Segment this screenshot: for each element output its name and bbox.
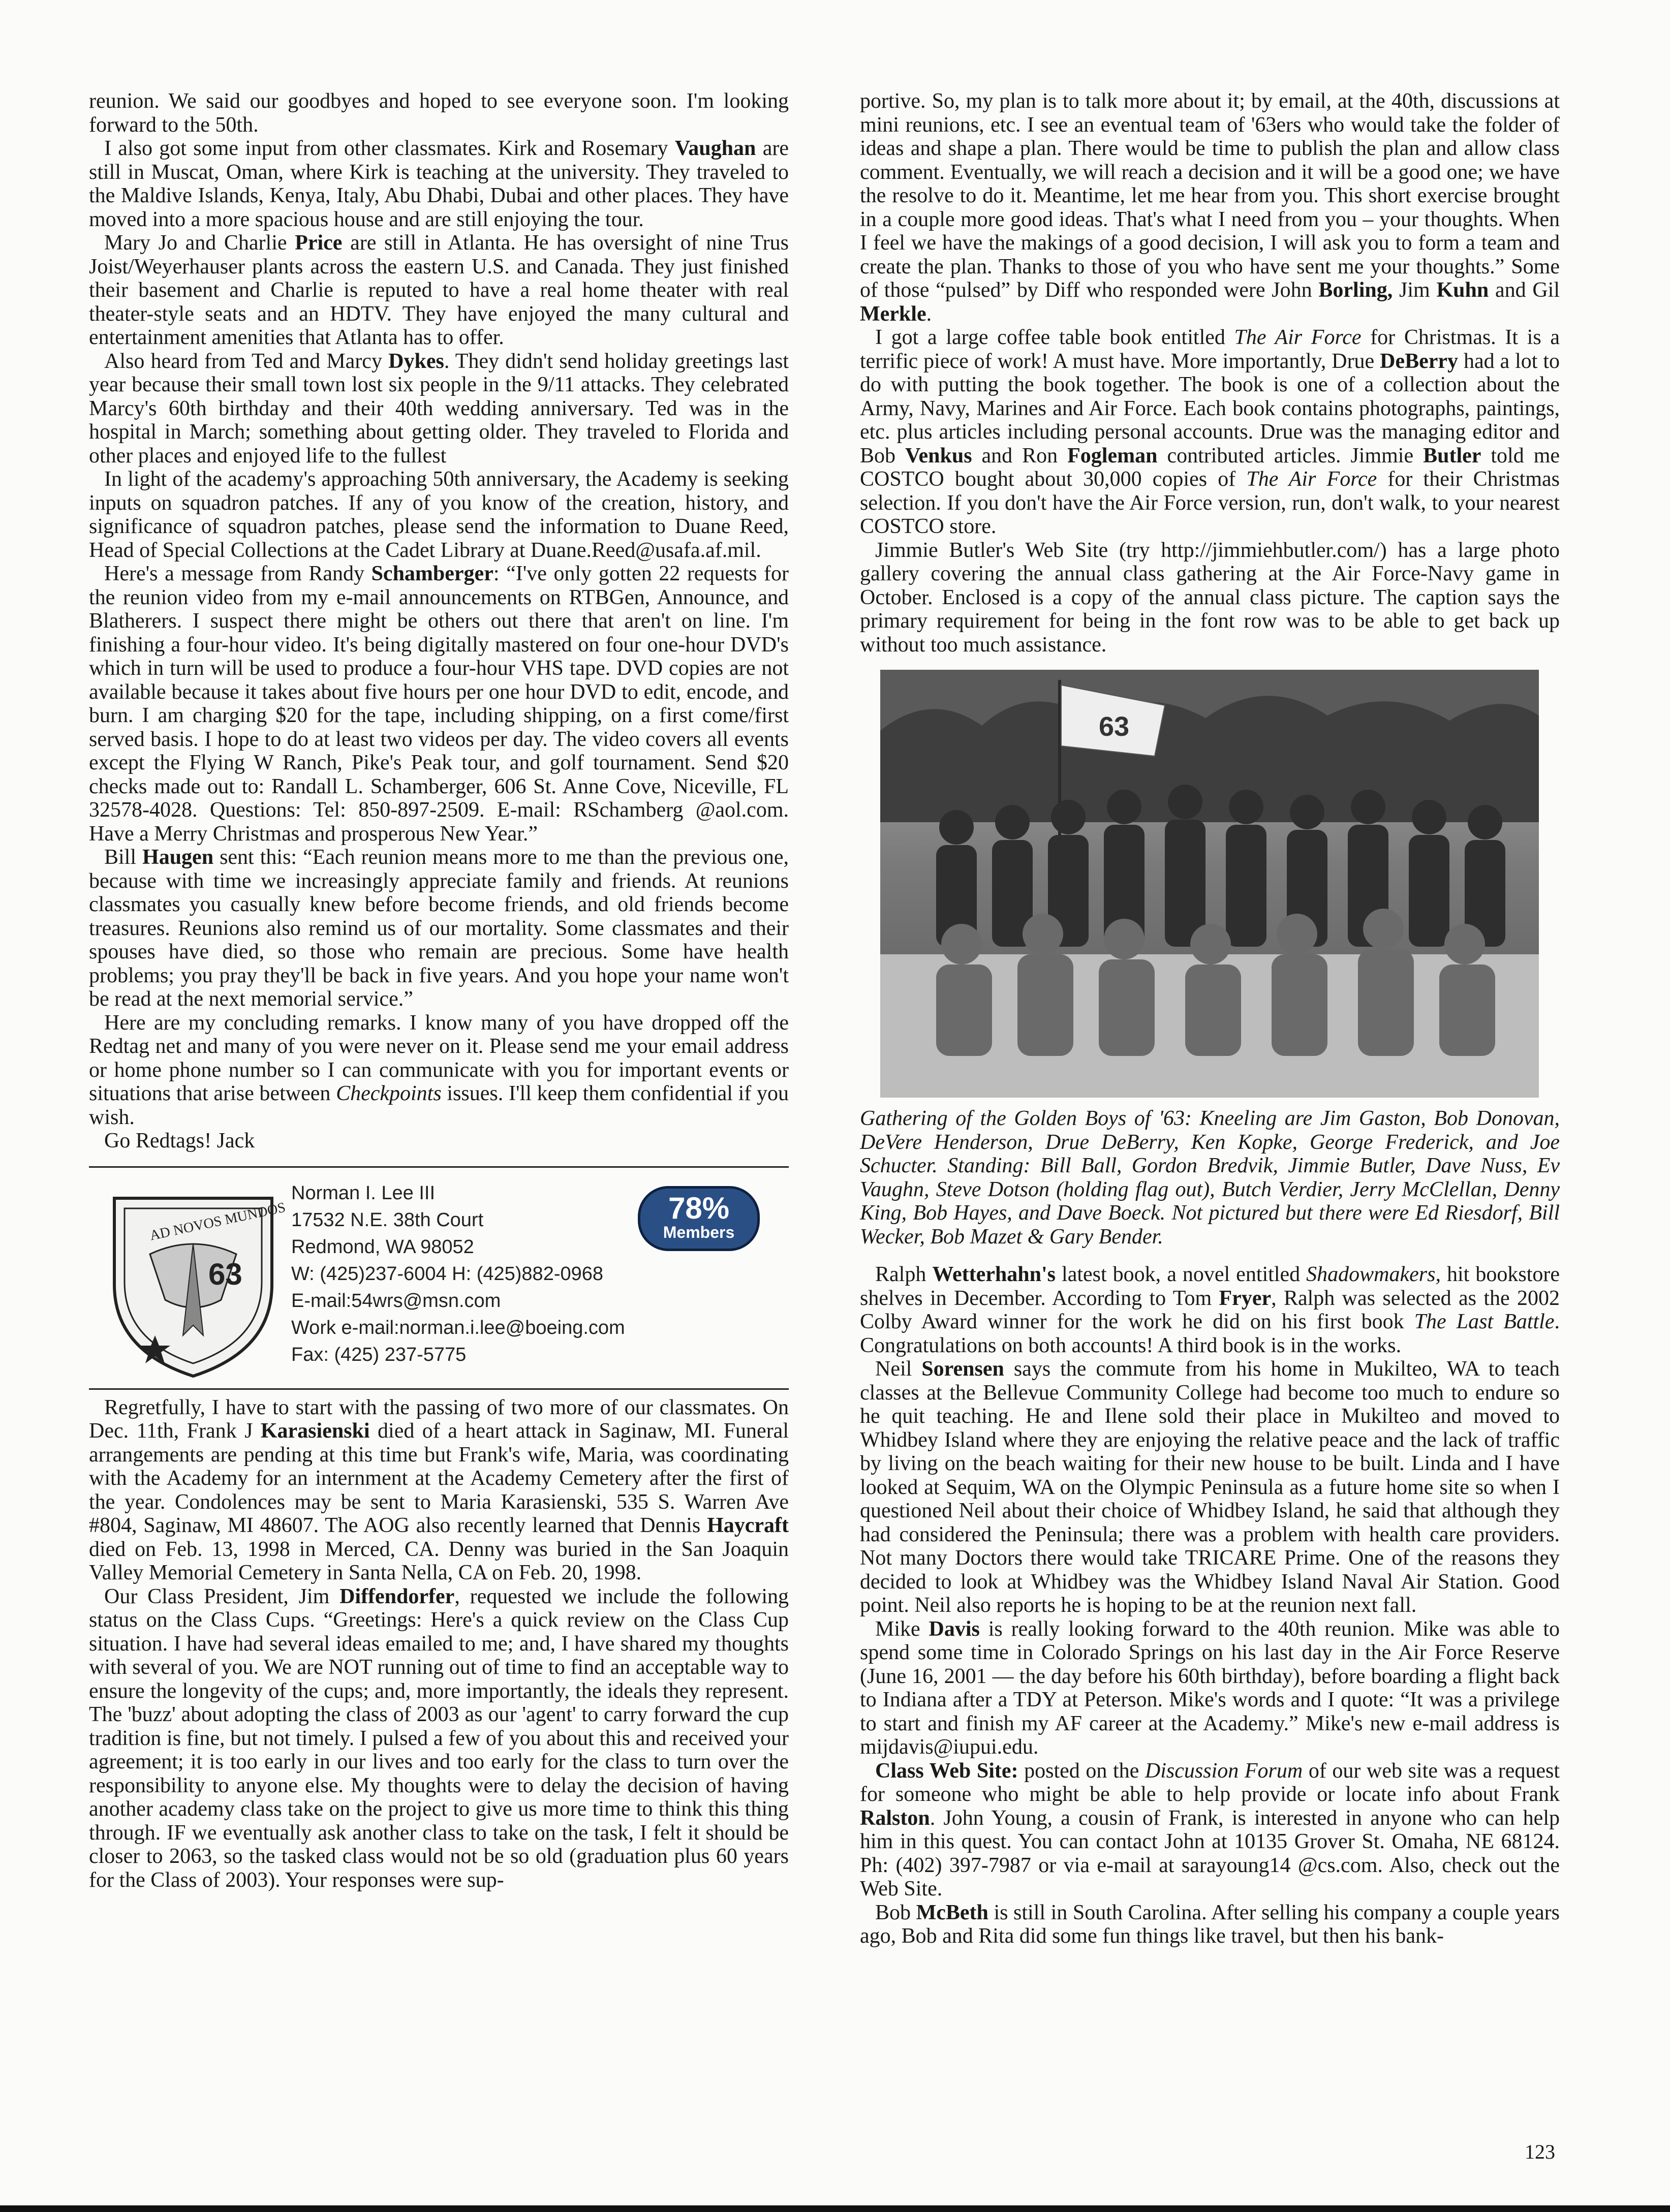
left-column: [89, 89, 789, 1892]
class-contact-block: [89, 1168, 789, 1391]
svg-text:63: 63: [1099, 711, 1130, 742]
contact-details: [291, 1180, 625, 1368]
page-number: 123: [1525, 2140, 1555, 2163]
contact-phones: W: (425)237-6004 H: (425)882-0968: [291, 1263, 604, 1285]
paragraph: Bob McBeth is still in South Carolina. After selling his company a couple years ago, Bob and Rita did some fun things like travel, but then his bank-: [860, 1901, 1560, 1948]
paragraph: In light of the academy's approaching 50th anniversary, the Academy is seeking inputs on squadron patches. If any of you know of the creation, history, and significance of squadron patches, please send the information to Duane Reed, Head of Special Collections at the Cadet Library at Duane.Reed@usafa.af.mil.: [89, 468, 789, 562]
paragraph: Here are my concluding remarks. I know many of you have dropped off the Redtag net and many of you were never on it. Please send me your email address or home phone number so I can communicate with you for important events or situations that arise between Checkpoints issues. I'll keep them confidential if you wish.: [89, 1011, 789, 1129]
paragraph: I also got some input from other classmates. Kirk and Rosemary Vaughan are still in Muscat, Oman, where Kirk is teaching at the university. They traveled to the Maldive Islands, Kenya, Italy, Abu Dhabi, Dubai and other places. They have moved into a more spacious house and are still enjoying the tour.: [89, 137, 789, 231]
paragraph: Ralph Wetterhahn's latest book, a novel entitled Shadowmakers, hit bookstore shelves in December. According to Tom Fryer, Ralph was selected as the 2002 Colby Award winner for the work he did on his first book The Last Battle. Congratulations on both accounts! A third book is in the works.: [860, 1263, 1560, 1357]
paragraph: reunion. We said our goodbyes and hoped to see everyone soon. I'm looking forward to the 50th.: [89, 89, 789, 137]
contact-name: Norman I. Lee III: [291, 1182, 436, 1204]
photo-caption: Gathering of the Golden Boys of '63: Kneeling are Jim Gaston, Bob Donovan, DeVere Henderson, Drue DeBerry, Ken Kopke, George Frederick, and Joe Schucter. Standing: Bill Ball, Gordon Bredvik, Jimmie Butler, Dave Nuss, Ev Vaughn, Steve Dotson (holding flag out), Butch Verdier, Jerry McClellan, Denny King, Bob Hayes, and Dave Boeck. Not pictured but there were Ed Riesdorf, Bill Wecker, Bob Mazet & Gary Bender.: [860, 1107, 1560, 1249]
right-column: [860, 89, 1560, 1948]
paragraph: Neil Sorensen says the commute from his home in Mukilteo, WA to teach classes at the Bellevue Community College had become too much to endure so he quit teaching. He and Ilene sold their place in Mukilteo and moved to Whidbey Island where they are enjoying the relative peace and the lack of traffic by living on the beach waiting for their new house to be built. Linda and I have looked at Sequim, WA on the Olympic Peninsula as a future home site so when I questioned Neil about their choice of Whidbey Island, he said that although they had considered the Peninsula; there was a problem with health care providers. Not many Doctors there would take TRICARE Prime. One of the reasons they decided to look at Whidbey was the Whidbey Island Naval Air Station. Good point. Neil also reports he is hoping to be at the reunion next fall.: [860, 1357, 1560, 1617]
contact-city: Redmond, WA 98052: [291, 1236, 474, 1258]
contact-fax: Fax: (425) 237-5775: [291, 1344, 467, 1365]
paragraph: Mary Jo and Charlie Price are still in Atlanta. He has oversight of nine Trus Joist/Weyerhauser plants across the eastern U.S. and Canada. They just finished their basement and Charlie is reputed to have a real home theater with real theater-style seats and an HDTV. They have enjoyed the many cultural and entertainment amenities that Atlanta has to offer.: [89, 231, 789, 349]
paragraph: Regretfully, I have to start with the passing of two more of our classmates. On Dec. 11th, Frank J Karasienski died of a heart attack in Saginaw, MI. Funeral arrangements are pending at this time but Frank's wife, Maria, was coordinating with the Academy for an internment at the Academy Cemetery after the first of the year. Condolences may be sent to Maria Karasienski, 535 S. Warren Ave #804, Saginaw, MI 48607. The AOG also recently learned that Dennis Haycraft died on Feb. 13, 1998 in Merced, CA. Denny was buried in the San Joaquin Valley Memorial Cemetery in Santa Nella, CA on Feb. 20, 1998.: [89, 1395, 789, 1584]
svg-text:AD NOVOS MUNDOS: AD NOVOS MUNDOS: [148, 1199, 287, 1244]
paragraph: Our Class President, Jim Diffendorfer, requested we include the following status on the Class Cups. “Greetings: Here's a quick review on the Class Cup situation. I have had several ideas emailed to me; and, I have shared my thoughts with several of you. We are NOT running out of time to find an acceptable way to ensure the longevity of the cups; and, more importantly, the ideals they represent. The 'buzz' about adopting the class of 2003 as our 'agent' to carry forward the cup tradition is fine, but not timely. I pulsed a few of you about this and received your agreement; it is too early in our lives and too early for the class to turn over the responsibility to anyone else. My thoughts were to delay the decision of having another academy class take on the project to give us more time to think this thing through. IF we eventually ask another class to take on the task, I felt it should be closer to 2063, so the tasked class would not be so old (graduation plus 60 years for the Class of 2003). Your responses were sup-: [89, 1584, 789, 1892]
paragraph: Also heard from Ted and Marcy Dykes. They didn't send holiday greetings last year because their small town lost six people in the 9/11 attacks. They celebrated Marcy's 60th birthday and their 40th wedding anniversary. Ted was in the hospital in March; something about getting older. They traveled to Florida and other places and enjoyed life to the fullest: [89, 349, 789, 468]
paragraph: portive. So, my plan is to talk more about it; by email, at the 40th, discussions at mini reunions, etc. I see an eventual team of '63ers who would take the folder of ideas and shape a plan. There would be time to publish the plan and allow class comment. Eventually, we will reach a decision and it will be a good one; we have the resolve to do it. Meantime, let me hear from you. This short exercise brought in a couple more good ideas. That's what I need from you – your thoughts. When I feel we have the makings of a good decision, I will ask you to form a team and create the plan. Thanks to those of you who have sent me your thoughts.” Some of those “pulsed” by Diff who responded were John Borling, Jim Kuhn and Gil Merkle.: [860, 89, 1560, 326]
paragraph: Jimmie Butler's Web Site (try http://jimmiehbutler.com/) has a large photo gallery covering the annual class gathering at the Air Force-Navy game in October. Enclosed is a copy of the annual class picture. The caption says the primary requirement for being in the font row was to be able to get back up without too much assistance.: [860, 538, 1560, 657]
contact-email: E-mail:54wrs@msn.com: [291, 1290, 501, 1312]
svg-text:63: 63: [208, 1257, 242, 1291]
membership-badge: 78% Members: [638, 1186, 760, 1251]
paragraph: Class Web Site: posted on the Discussion Forum of our web site was a request for someone who might be able to help provide or locate info about Frank Ralston. John Young, a cousin of Frank, is interested in anyone who can help him in this quest. You can contact John at 10135 Grover St. Omaha, NE 68124. Ph: (402) 397-7987 or via e-mail at sarayoung14 @cs.com. Also, check out the Web Site.: [860, 1759, 1560, 1901]
signoff: Go Redtags! Jack: [104, 1129, 255, 1152]
contact-address: 17532 N.E. 38th Court: [291, 1209, 484, 1231]
class-group-photo: [880, 670, 1539, 1098]
paragraph: Mike Davis is really looking forward to the 40th reunion. Mike was able to spend some time in Colorado Springs on his last day in the Air Force Reserve (June 16, 2001 — the day before his 60th birthday), before boarding a flight back to Indiana after a TDY at Peterson. Mike's words and I quote: “It was a privilege to start and finish my AF career at the Academy.” Mike's new e-mail address is mijdavis@iupui.edu.: [860, 1617, 1560, 1759]
group-photo-image: [880, 670, 1539, 1098]
paragraph: I got a large coffee table book entitled The Air Force for Christmas. It is a terrific piece of work! A must have. More importantly, Drue DeBerry had a lot to do with putting the book together. The book is one of a collection about the Army, Navy, Marines and Air Force. Each book contains photographs, paintings, etc. plus articles including personal accounts. Drue was the managing editor and Bob Venkus and Ron Fogleman contributed articles. Jimmie Butler told me COSTCO bought about 30,000 copies of The Air Force for their Christmas selection. If you don't have the Air Force version, run, don't walk, to your nearest COSTCO store.: [860, 326, 1560, 538]
class-crest-icon: [94, 1183, 292, 1381]
contact-work-email: Work e-mail:norman.i.lee@boeing.com: [291, 1317, 625, 1338]
page-bottom-edge: [0, 2205, 1670, 2212]
paragraph: Here's a message from Randy Schamberger: “I've only gotten 22 requests for the reunion video from my e-mail announcements on RTBGen, Announce, and Blatherers. I suspect there might be others out there that aren't on line. I'm finishing a four-hour video. It's being digitally mastered on four one-hour DVD's which in turn will be used to produce a four-hour VHS tape. DVD copies are not available because it takes about five hours per one hour DVD to edit, encode, and burn. I am charging $20 for the tape, including shipping, on a first come/first served basis. I hope to do at least two videos per day. The video covers all events except the Flying W Ranch, Pike's Peak tour, and golf tournament. Send $20 checks made out to: Randall L. Schamberger, 606 St. Anne Cove, Niceville, FL 32578-4028. Questions: Tel: 850-897-2509. E-mail: RSchamberg @aol.com. Have a Merry Christmas and prosperous New Year.”: [89, 562, 789, 846]
paragraph: Bill Haugen sent this: “Each reunion means more to me than the previous one, because with time we increasingly appreciate family and friends. At reunions classmates you casually knew before become friends, and old friends become treasures. Reunions also remind us of our mortality. Some classmates and their spouses have died, so those who remain are precious. Some have health problems; you pray they'll be back in five years. And you hope your name won't be read at the next memorial service.”: [89, 846, 789, 1011]
